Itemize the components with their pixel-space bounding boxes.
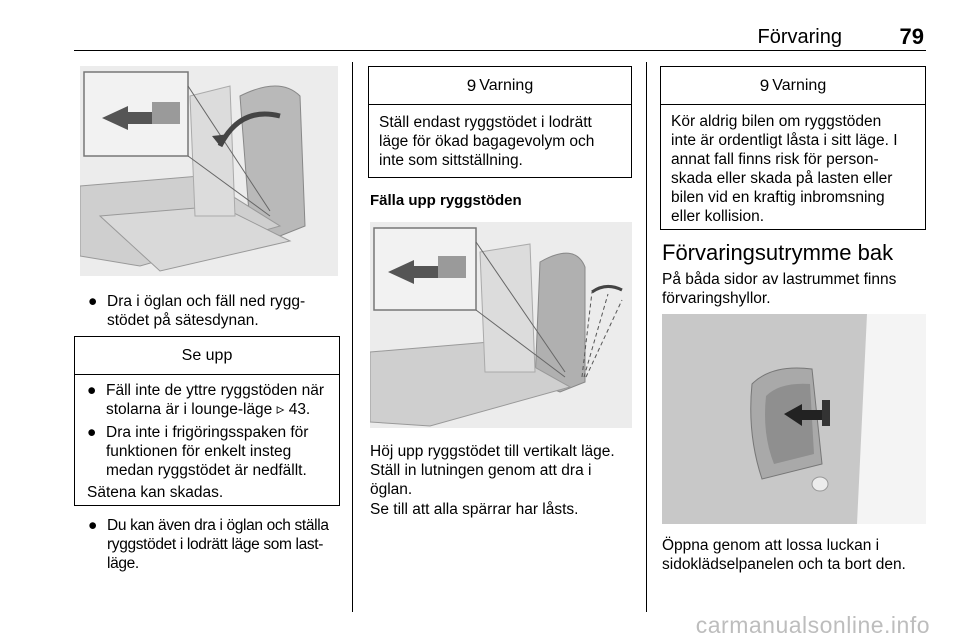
warning-title-2: 9 Varning bbox=[661, 67, 925, 105]
figure-raise-seat bbox=[370, 222, 632, 428]
warning-icon: 9 bbox=[466, 75, 477, 95]
column-divider-right bbox=[646, 62, 647, 612]
section-heading-storage: Förvaringsutrymme bak bbox=[662, 240, 894, 265]
warning-title-1: 9 Varning bbox=[369, 67, 631, 105]
page-title: Förvaring bbox=[757, 26, 842, 48]
instruction-bullet-2: ● Du kan även dra i öglan och ställa ryggstödet i lodrätt läge som last- läge. bbox=[88, 517, 329, 572]
warning-text-2: Kör aldrig bilen om ryggstöden inte är ordentligt låsta i sitt läge. I annat fall finns risk för person- skada eller skada på lasten eller bilen vid en kraftig inbromsning eller kollision. bbox=[671, 113, 898, 225]
subheading-raise-backrest: Fälla upp ryggstöden bbox=[370, 192, 522, 209]
paragraph-open-hatch: Öppna genom att lossa luckan i sidoklädselpanelen och ta bort den. bbox=[662, 537, 906, 573]
figure-storage-compartment bbox=[662, 314, 926, 524]
caution-box bbox=[74, 336, 340, 506]
paragraph-raise: Höj upp ryggstödet till vertikalt läge. Ställ in lutningen genom att dra i öglan. bbox=[370, 443, 615, 498]
caution-note: Sätena kan skadas. bbox=[87, 484, 224, 501]
watermark: carmanualsonline.info bbox=[695, 612, 930, 638]
warning-text-1: Ställ endast ryggstödet i lodrätt läge för ökad bagagevolym och inte som sittställning. bbox=[379, 114, 595, 169]
instruction-bullet-1: ● Dra i öglan och fäll ned rygg- stödet på sätesdynan. bbox=[88, 293, 306, 329]
paragraph-locks: Se till att alla spärrar har låsts. bbox=[370, 501, 579, 518]
page-header bbox=[74, 18, 926, 51]
figure-fold-down-seat bbox=[80, 66, 338, 276]
warning-icon: 9 bbox=[759, 75, 770, 95]
warning-box-2 bbox=[660, 66, 926, 230]
column-divider-left bbox=[352, 62, 353, 612]
warning-box-1 bbox=[368, 66, 632, 178]
caution-title: Se upp bbox=[75, 337, 339, 375]
page-number: 79 bbox=[899, 24, 924, 49]
caution-bullet-1: ● Fäll inte de yttre ryggstöden när stolarna är i lounge-läge ▹ 43. bbox=[87, 382, 324, 418]
paragraph-storage-intro: På båda sidor av lastrummet finns förvaringshyllor. bbox=[662, 271, 897, 307]
caution-bullet-2: ● Dra inte i frigöringsspaken för funktionen för enkelt insteg medan ryggstödet är nedfällt. bbox=[87, 424, 309, 479]
